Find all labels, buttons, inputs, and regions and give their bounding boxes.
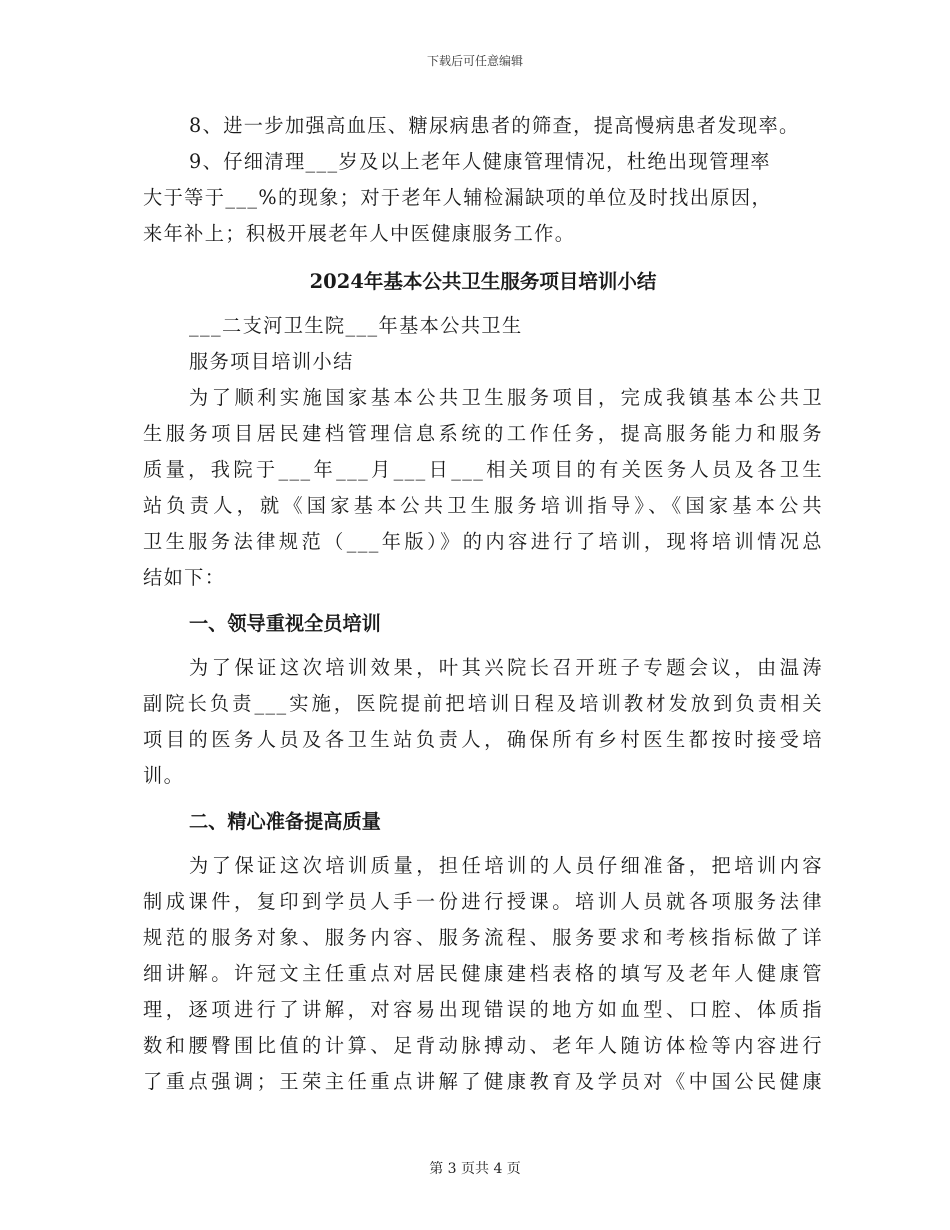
document-body xyxy=(143,108,823,1100)
paragraph-line: 理，逐项进行了讲解，对容易出现错误的地方如血型、口腔、体质指 xyxy=(143,998,823,1021)
paragraph-line: 副院长负责___实施，医院提前把培训日程及培训教材发放到负责相关 xyxy=(143,692,823,715)
paragraph-line: 为了保证这次培训质量，担任培训的人员仔细准备，把培训内容 xyxy=(189,854,823,877)
section-heading: 一、领导重视全员培训 xyxy=(189,612,381,635)
paragraph-line: 为了保证这次培训效果，叶其兴院长召开班子专题会议，由温涛 xyxy=(189,656,823,679)
page-footer: 第 3 页共 4 页 xyxy=(429,1161,521,1177)
intro-line: 服务项目培训小结 xyxy=(189,350,354,373)
intro-section xyxy=(143,308,823,596)
page-header: 下载后可任意编辑 xyxy=(426,54,523,68)
section-heading: 二、精心准备提高质量 xyxy=(189,810,381,833)
top-section xyxy=(143,108,823,252)
paragraph-line: 卫生服务法律规范（___年版）》的内容进行了培训，现将培训情况总 xyxy=(143,530,823,553)
section-2-body xyxy=(143,848,823,1100)
paragraph-line: 结如下： xyxy=(143,566,226,589)
paragraph-line: 细讲解。许冠文主任重点对居民健康建档表格的填写及老年人健康管 xyxy=(143,962,823,985)
list-item-continuation: 大于等于___%的现象；对于老年人辅检漏缺项的单位及时找出原因， xyxy=(143,186,773,209)
paragraph-line: 训。 xyxy=(143,764,185,787)
paragraph-line: 项目的医务人员及各卫生站负责人，确保所有乡村医生都按时接受培 xyxy=(143,728,823,751)
paragraph-line: 站负责人，就《国家基本公共卫生服务培训指导》、《国家基本公共 xyxy=(143,494,823,517)
list-item: 9、仔细清理___岁及以上老年人健康管理情况，杜绝出现管理率 xyxy=(189,150,771,173)
paragraph-line: 质量，我院于___年___月___日___相关项目的有关医务人员及各卫生 xyxy=(143,458,823,481)
paragraph-line: 为了顺利实施国家基本公共卫生服务项目，完成我镇基本公共卫 xyxy=(189,386,823,409)
paragraph-line: 生服务项目居民建档管理信息系统的工作任务，提高服务能力和服务 xyxy=(143,422,823,445)
list-item: 8、进一步加强高血压、糖尿病患者的筛查，提高慢病患者发现率。 xyxy=(189,114,800,137)
paragraph-line: 数和腰臀围比值的计算、足背动脉搏动、老年人随访体检等内容进行 xyxy=(143,1034,823,1057)
intro-line: ___二支河卫生院___年基本公共卫生 xyxy=(189,314,523,337)
paragraph-line: 规范的服务对象、服务内容、服务流程、服务要求和考核指标做了详 xyxy=(143,926,823,949)
section-1-body xyxy=(143,650,823,794)
paragraph-line: 了重点强调；王荣主任重点讲解了健康教育及学员对《中国公民健康 xyxy=(143,1070,823,1093)
paragraph-line: 制成课件，复印到学员人手一份进行授课。培训人员就各项服务法律 xyxy=(143,890,823,913)
document-title: 2024年基本公共卫生服务项目培训小结 xyxy=(309,270,657,293)
list-item-continuation: 来年补上；积极开展老年人中医健康服务工作。 xyxy=(143,222,576,245)
